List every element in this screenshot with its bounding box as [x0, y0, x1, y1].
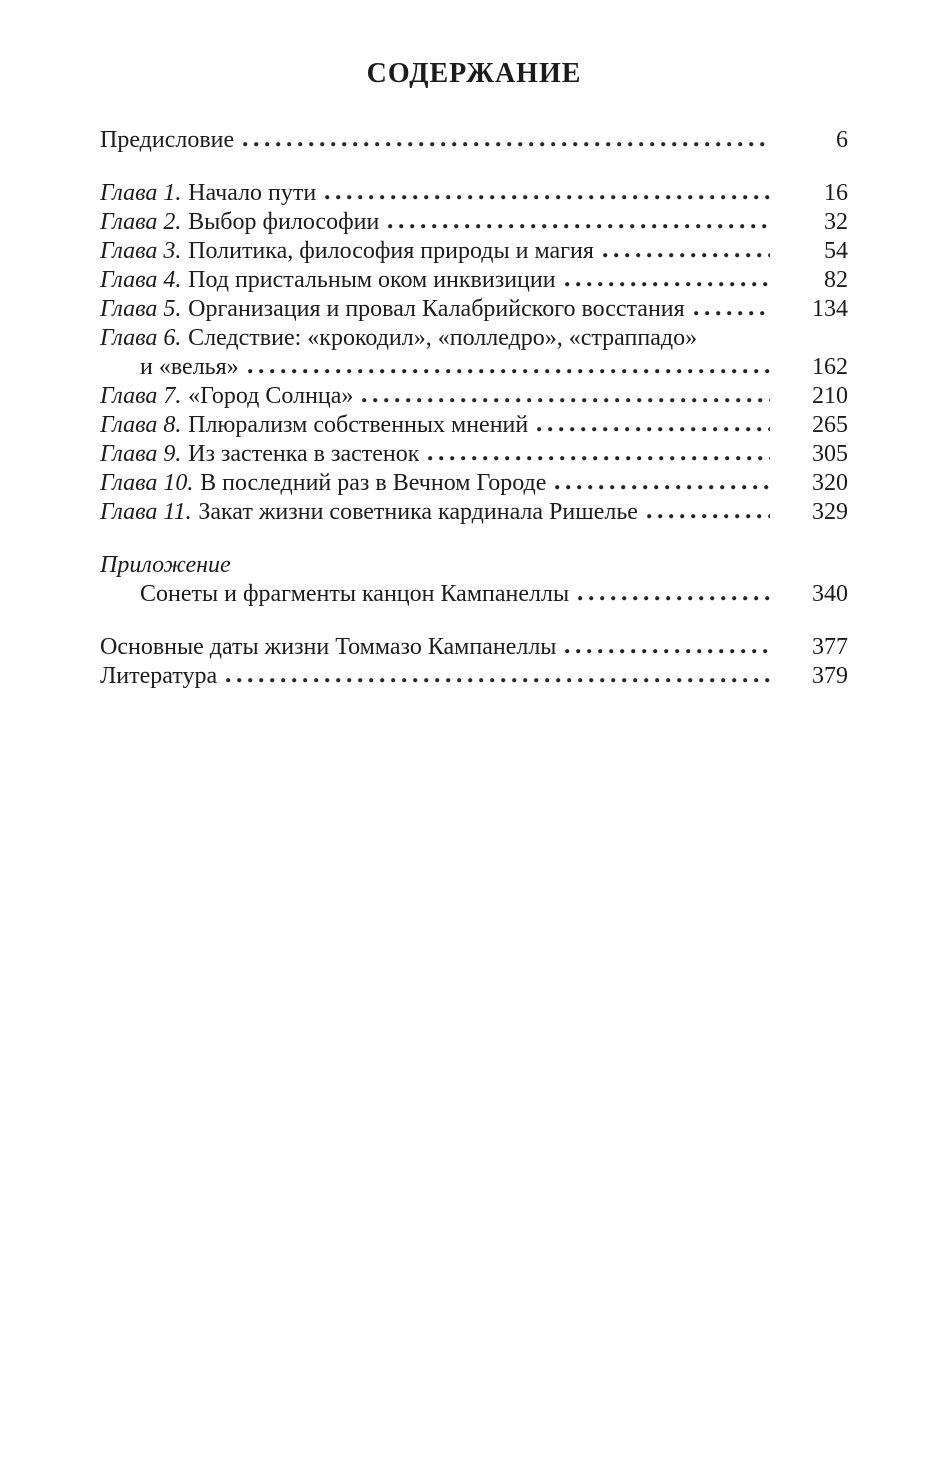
toc-entry-page: 16	[824, 180, 848, 206]
toc-entry-page: 32	[824, 209, 848, 235]
toc-entry	[100, 295, 848, 324]
toc-entry	[100, 469, 848, 498]
toc-entry-title: Предисловие	[100, 127, 235, 153]
dot-leader	[243, 141, 770, 147]
toc-entry-page: 54	[824, 238, 848, 264]
toc-entry-chapter-label: Глава 1.	[100, 180, 182, 206]
toc-entry-chapter-label: Глава 11.	[100, 499, 192, 525]
dot-leader	[537, 426, 770, 432]
toc-entry-page: 210	[812, 383, 848, 409]
toc-section-heading-label: Приложение	[100, 552, 231, 578]
toc-entry-chapter-label: Глава 3.	[100, 238, 182, 264]
dot-leader	[428, 455, 770, 461]
toc-entry	[100, 662, 848, 691]
toc-entry	[100, 633, 848, 662]
dot-leader	[603, 252, 770, 258]
dot-leader	[362, 397, 770, 403]
toc-entry-page: 265	[812, 412, 848, 438]
toc-entry-page: 340	[812, 581, 848, 607]
toc-entry-page: 162	[812, 354, 848, 380]
dot-leader	[647, 513, 770, 519]
toc-entry-page: 377	[812, 634, 848, 660]
page-title: СОДЕРЖАНИЕ	[366, 58, 582, 89]
dot-leader	[565, 281, 770, 287]
toc-entry-chapter-label: Глава 10.	[100, 470, 194, 496]
toc-entry-page: 134	[812, 296, 848, 322]
toc-entry-chapter-label: Глава 2.	[100, 209, 182, 235]
toc-entry-page: 6	[836, 127, 848, 153]
dot-leader	[388, 223, 770, 229]
toc-entry-title: Под пристальным оком инквизиции	[188, 267, 556, 293]
toc-section-heading	[100, 551, 848, 580]
dot-leader	[565, 648, 770, 654]
toc-entry-page: 305	[812, 441, 848, 467]
toc-entry	[100, 440, 848, 469]
toc-entry-chapter-label: Глава 8.	[100, 412, 182, 438]
toc-entry-page: 82	[824, 267, 848, 293]
dot-leader	[555, 484, 770, 490]
toc-entry-title: Организация и провал Калабрийского восстания	[188, 296, 685, 322]
toc-entry-chapter-label: Глава 9.	[100, 441, 182, 467]
toc-entry-title: Закат жизни советника кардинала Ришелье	[198, 499, 638, 525]
toc-entry-title: «Город Солнца»	[188, 383, 354, 409]
toc-entry-title: Сонеты и фрагменты канцон Кампанеллы	[140, 581, 570, 607]
toc-entry	[100, 208, 848, 237]
toc-entry	[100, 237, 848, 266]
toc-entry	[100, 411, 848, 440]
dot-leader	[694, 310, 770, 316]
toc-content	[100, 58, 848, 691]
toc-entry-title: Основные даты жизни Томмазо Кампанеллы	[100, 634, 557, 660]
dot-leader	[226, 677, 770, 683]
toc-entry	[100, 324, 848, 353]
toc-entry-title: Плюрализм собственных мнений	[188, 412, 529, 438]
toc-entry-page: 379	[812, 663, 848, 689]
dot-leader	[325, 194, 770, 200]
toc-entry	[100, 580, 848, 609]
toc-entry-page: 320	[812, 470, 848, 496]
toc-entry-chapter-label: Глава 7.	[100, 383, 182, 409]
toc-entry-chapter-label: Глава 5.	[100, 296, 182, 322]
toc-entry-chapter-label: Глава 6.	[100, 325, 182, 351]
toc-entry-title: Следствие: «крокодил», «полледро», «страппадо»	[188, 325, 698, 351]
toc-entry-title: Выбор философии	[188, 209, 380, 235]
toc-entry-title: В последний раз в Вечном Городе	[200, 470, 547, 496]
toc-entry-title-continuation: и «велья»	[140, 354, 239, 380]
toc-entry	[100, 498, 848, 527]
toc-entry-title: Литература	[100, 663, 218, 689]
toc-entry	[100, 126, 848, 155]
toc-entry	[100, 382, 848, 411]
toc-entry	[100, 266, 848, 295]
toc-entry-title: Из застенка в застенок	[188, 441, 420, 467]
toc-entry-page: 329	[812, 499, 848, 525]
dot-leader	[578, 595, 770, 601]
toc-entry-title: Начало пути	[188, 180, 317, 206]
toc-entry-continuation	[100, 353, 848, 382]
toc-entry	[100, 179, 848, 208]
toc-entry-title: Политика, философия природы и магия	[188, 238, 594, 264]
toc-entry-chapter-label: Глава 4.	[100, 267, 182, 293]
dot-leader	[248, 368, 770, 374]
table-of-contents	[100, 126, 848, 691]
